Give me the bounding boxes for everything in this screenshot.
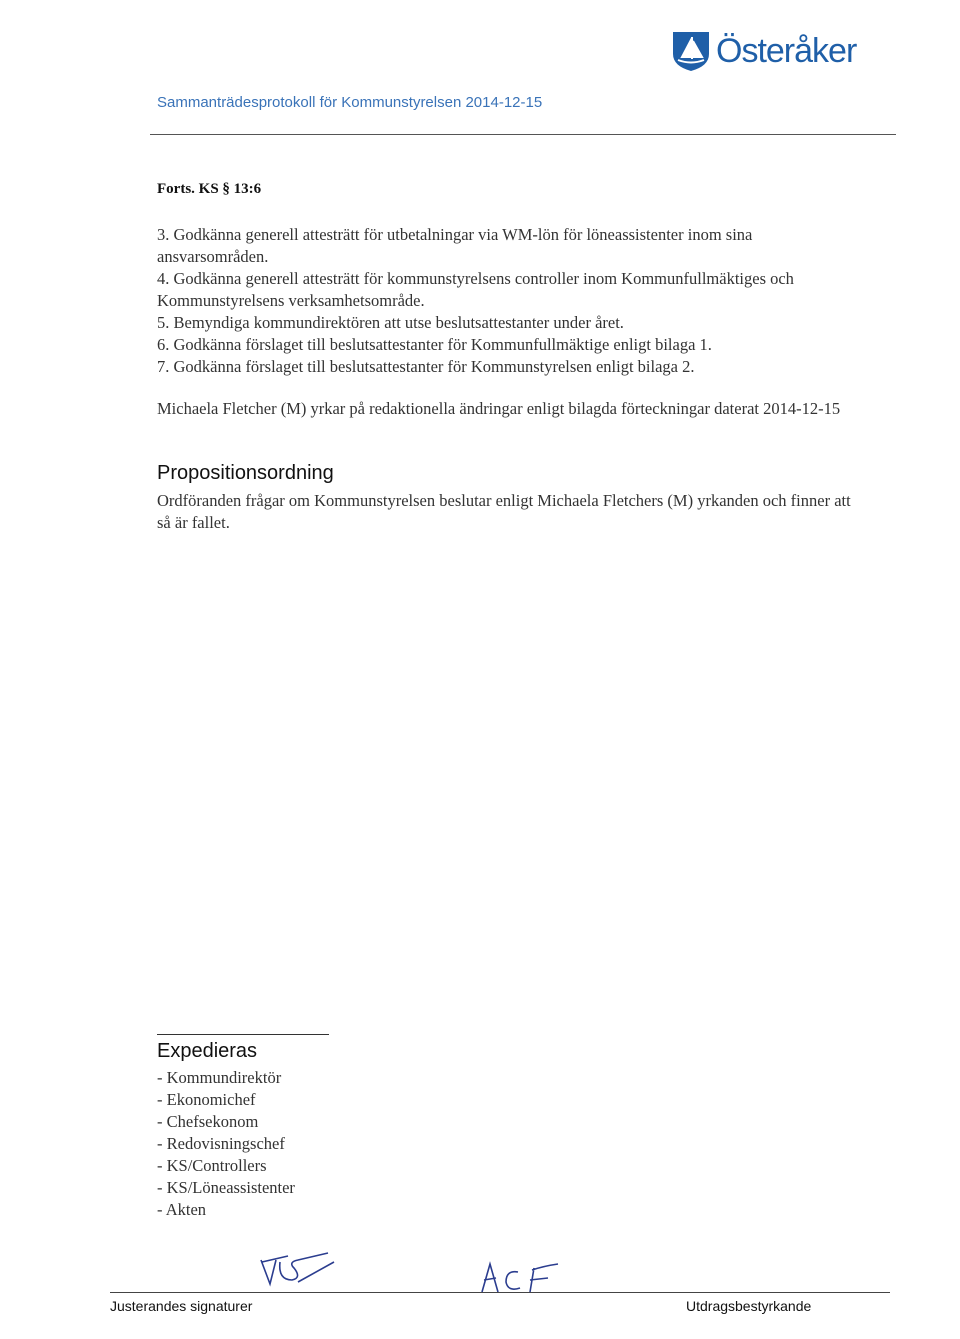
handwritten-signature [258, 1250, 338, 1290]
handwritten-initials [478, 1258, 564, 1294]
osteraker-logo [672, 30, 856, 72]
proposition-paragraph: Ordföranden frågar om Kommunstyrelsen beslutar enligt Michaela Fletchers (M) yrkanden och finner att så är fallet. [157, 491, 851, 532]
list-item: - Akten [157, 1200, 207, 1219]
expedieras-divider [157, 1034, 329, 1035]
decision-item: 7. Godkänna förslaget till beslutsattestanter för Kommunstyrelsen enligt bilaga 2. [157, 357, 695, 376]
list-item: - KS/Controllers [157, 1156, 267, 1175]
list-item: - KS/Löneassistenter [157, 1178, 295, 1197]
header-divider [150, 134, 896, 135]
decision-item: 5. Bemyndiga kommundirektören att utse beslutsattestanter under året. [157, 313, 624, 332]
footer-divider [110, 1292, 890, 1293]
decision-item: 4. Godkänna generell attesträtt för kommunstyrelsens controller inom Kommunfullmäktiges och Kommunstyrelsens verksamhetsområde. [157, 269, 794, 310]
list-item: - Kommundirektör [157, 1068, 282, 1087]
footer-certification-label: Utdragsbestyrkande [686, 1298, 812, 1314]
footer-signatures-label: Justerandes signaturer [110, 1298, 253, 1314]
expedieras-heading: Expedieras [157, 1040, 258, 1062]
motion-paragraph: Michaela Fletcher (M) yrkar på redaktionella ändringar enligt bilagda förteckningar daterat 2014-12-15 [157, 399, 841, 418]
list-item: - Chefsekonom [157, 1112, 259, 1131]
decision-item: 3. Godkänna generell attesträtt för utbetalningar via WM-lön för löneassistenter inom sina ansvarsområden. [157, 225, 753, 266]
protocol-title: Sammanträdesprotokoll för Kommunstyrelsen 2014-12-15 [157, 94, 543, 111]
logo-wordmark: Österåker [716, 31, 857, 70]
distribution-list [157, 1067, 295, 1221]
decision-item: 6. Godkänna förslaget till beslutsattestanter för Kommunfullmäktige enligt bilaga 1. [157, 335, 712, 354]
proposition-heading: Propositionsordning [157, 462, 334, 484]
list-item: - Redovisningschef [157, 1134, 285, 1153]
list-item: - Ekonomichef [157, 1090, 256, 1109]
municipal-shield-icon [672, 30, 710, 72]
section-reference: Forts. KS § 13:6 [157, 181, 262, 197]
